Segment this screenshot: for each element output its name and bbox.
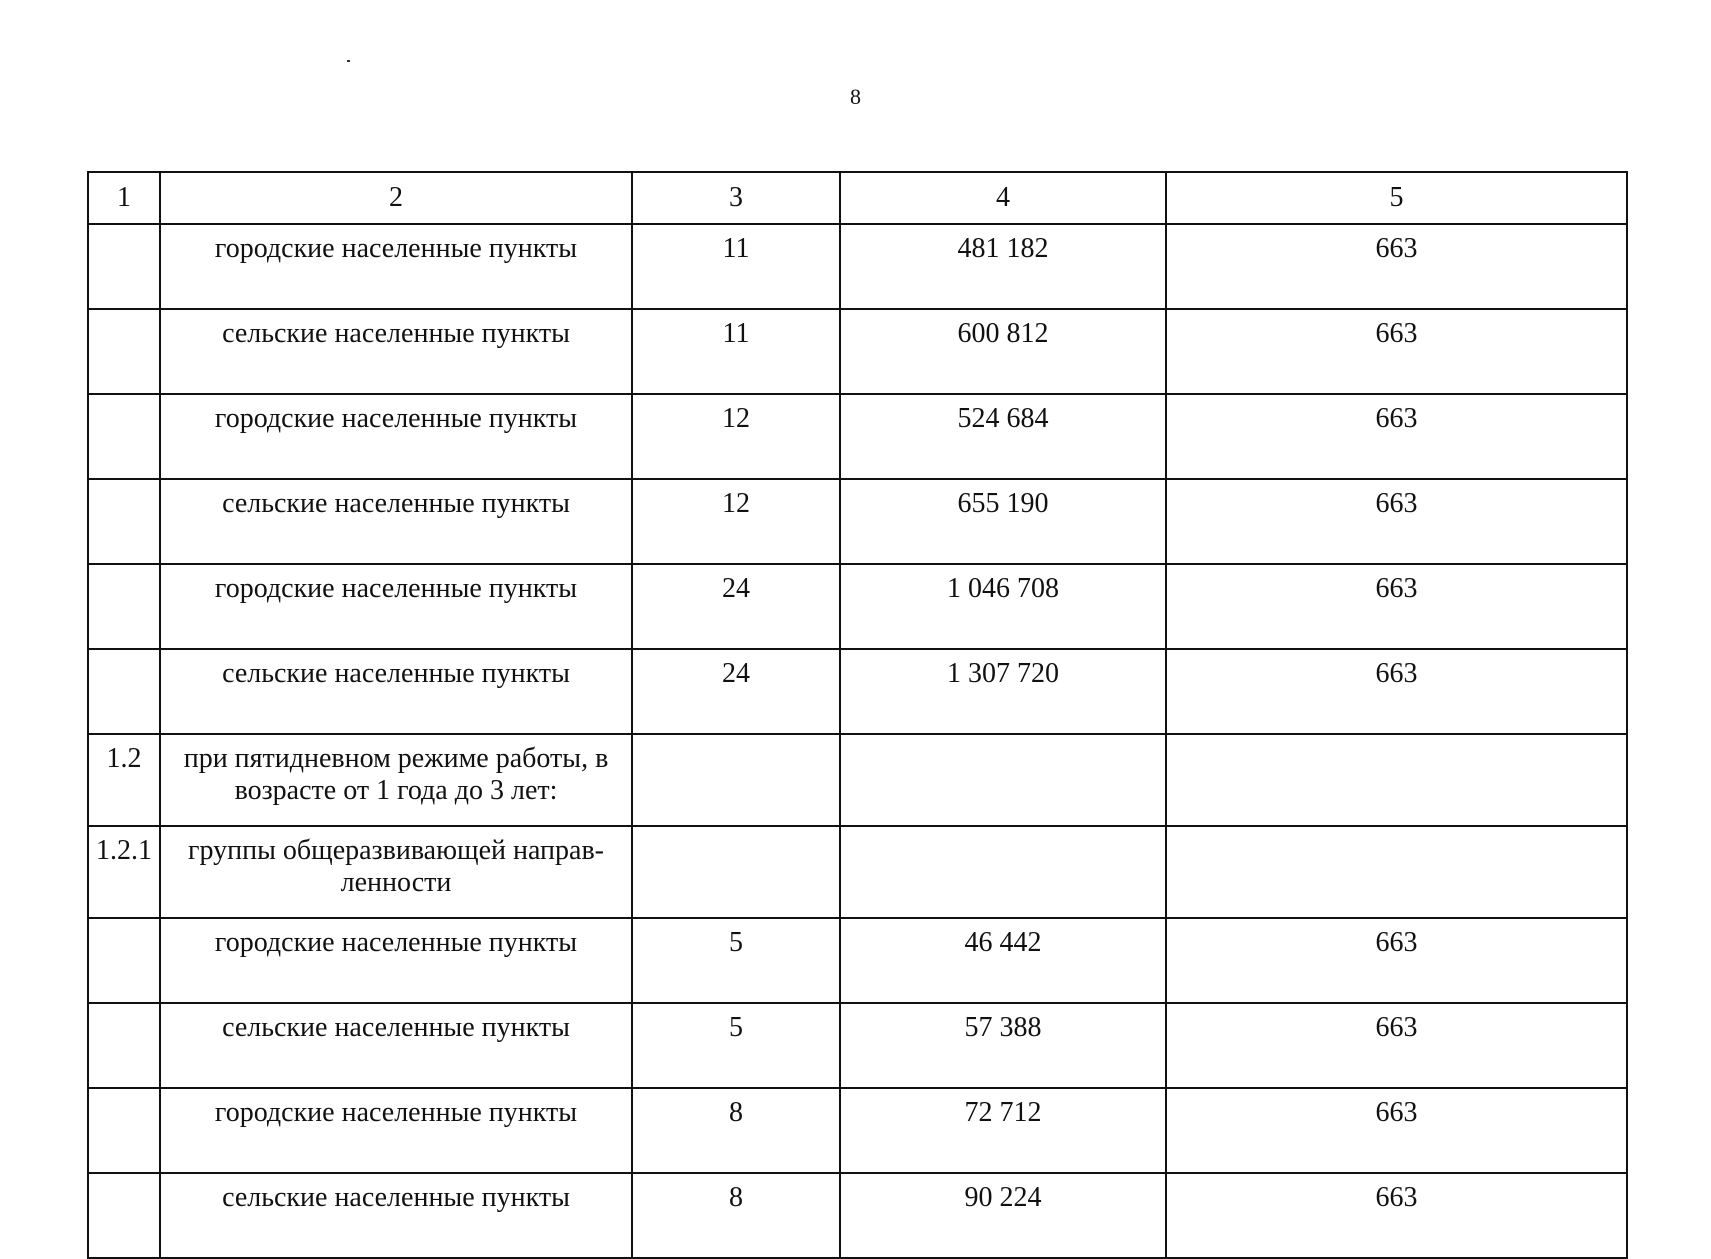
row-number [88,649,160,734]
column-number-3: 3 [632,172,840,224]
row-number [88,1003,160,1088]
row-value-4: 57 388 [840,1003,1166,1088]
row-value-3: 8 [632,1173,840,1258]
row-number [88,918,160,1003]
table-row [88,649,1627,734]
row-value-4: 46 442 [840,918,1166,1003]
row-value-4: 655 190 [840,479,1166,564]
page-number: 8 [850,84,861,109]
row-name: сельские населенные пункты [160,479,632,564]
row-value-3: 24 [632,649,840,734]
row-number [88,224,160,309]
table-section-row [88,734,1627,826]
row-name: городские населенные пункты [160,1088,632,1173]
table-header-row [88,172,1627,224]
row-value-4: 1 307 720 [840,649,1166,734]
column-number-4: 4 [840,172,1166,224]
row-name: сельские населенные пункты [160,1003,632,1088]
row-name: городские населенные пункты [160,918,632,1003]
table-row [88,479,1627,564]
row-value-3: 5 [632,918,840,1003]
row-value-5 [1166,826,1627,918]
row-value-4: 481 182 [840,224,1166,309]
scan-artifact-dot [347,60,350,62]
table-row [88,564,1627,649]
row-value-5: 663 [1166,1003,1627,1088]
table-section-row [88,826,1627,918]
row-value-3: 12 [632,394,840,479]
row-name: сельские населенные пункты [160,1173,632,1258]
row-number [88,309,160,394]
row-value-5: 663 [1166,649,1627,734]
row-value-3: 12 [632,479,840,564]
row-value-5: 663 [1166,224,1627,309]
row-name: сельские населенные пункты [160,649,632,734]
row-value-4 [840,734,1166,826]
row-value-5: 663 [1166,918,1627,1003]
row-value-4: 1 046 708 [840,564,1166,649]
row-number [88,564,160,649]
row-number [88,1173,160,1258]
table-row [88,1003,1627,1088]
row-value-3 [632,826,840,918]
row-number [88,394,160,479]
table-row [88,394,1627,479]
row-value-5: 663 [1166,479,1627,564]
row-value-3: 24 [632,564,840,649]
row-value-3: 8 [632,1088,840,1173]
row-value-4 [840,826,1166,918]
column-number-5: 5 [1166,172,1627,224]
table-row [88,918,1627,1003]
row-value-5: 663 [1166,309,1627,394]
row-value-4: 524 684 [840,394,1166,479]
table-row [88,1173,1627,1258]
row-number [88,479,160,564]
section-number: 1.2 [88,734,160,826]
row-value-4: 90 224 [840,1173,1166,1258]
row-name: городские населенные пункты [160,564,632,649]
row-value-5: 663 [1166,1088,1627,1173]
column-number-2: 2 [160,172,632,224]
row-value-5: 663 [1166,564,1627,649]
tariff-table [87,171,1628,1259]
section-number: 1.2.1 [88,826,160,918]
row-value-3: 11 [632,224,840,309]
row-value-5: 663 [1166,1173,1627,1258]
column-number-1: 1 [88,172,160,224]
table-row [88,309,1627,394]
row-name: городские населенные пункты [160,394,632,479]
row-value-5 [1166,734,1627,826]
row-number [88,1088,160,1173]
table-row [88,1088,1627,1173]
row-value-4: 72 712 [840,1088,1166,1173]
row-value-3: 5 [632,1003,840,1088]
section-title: группы общеразвивающей направ-ленности [160,826,632,918]
row-value-4: 600 812 [840,309,1166,394]
section-title: при пятидневном режиме работы, в возрасте от 1 года до 3 лет: [160,734,632,826]
row-name: сельские населенные пункты [160,309,632,394]
row-value-3 [632,734,840,826]
row-value-5: 663 [1166,394,1627,479]
row-value-3: 11 [632,309,840,394]
row-name: городские населенные пункты [160,224,632,309]
table-row [88,224,1627,309]
